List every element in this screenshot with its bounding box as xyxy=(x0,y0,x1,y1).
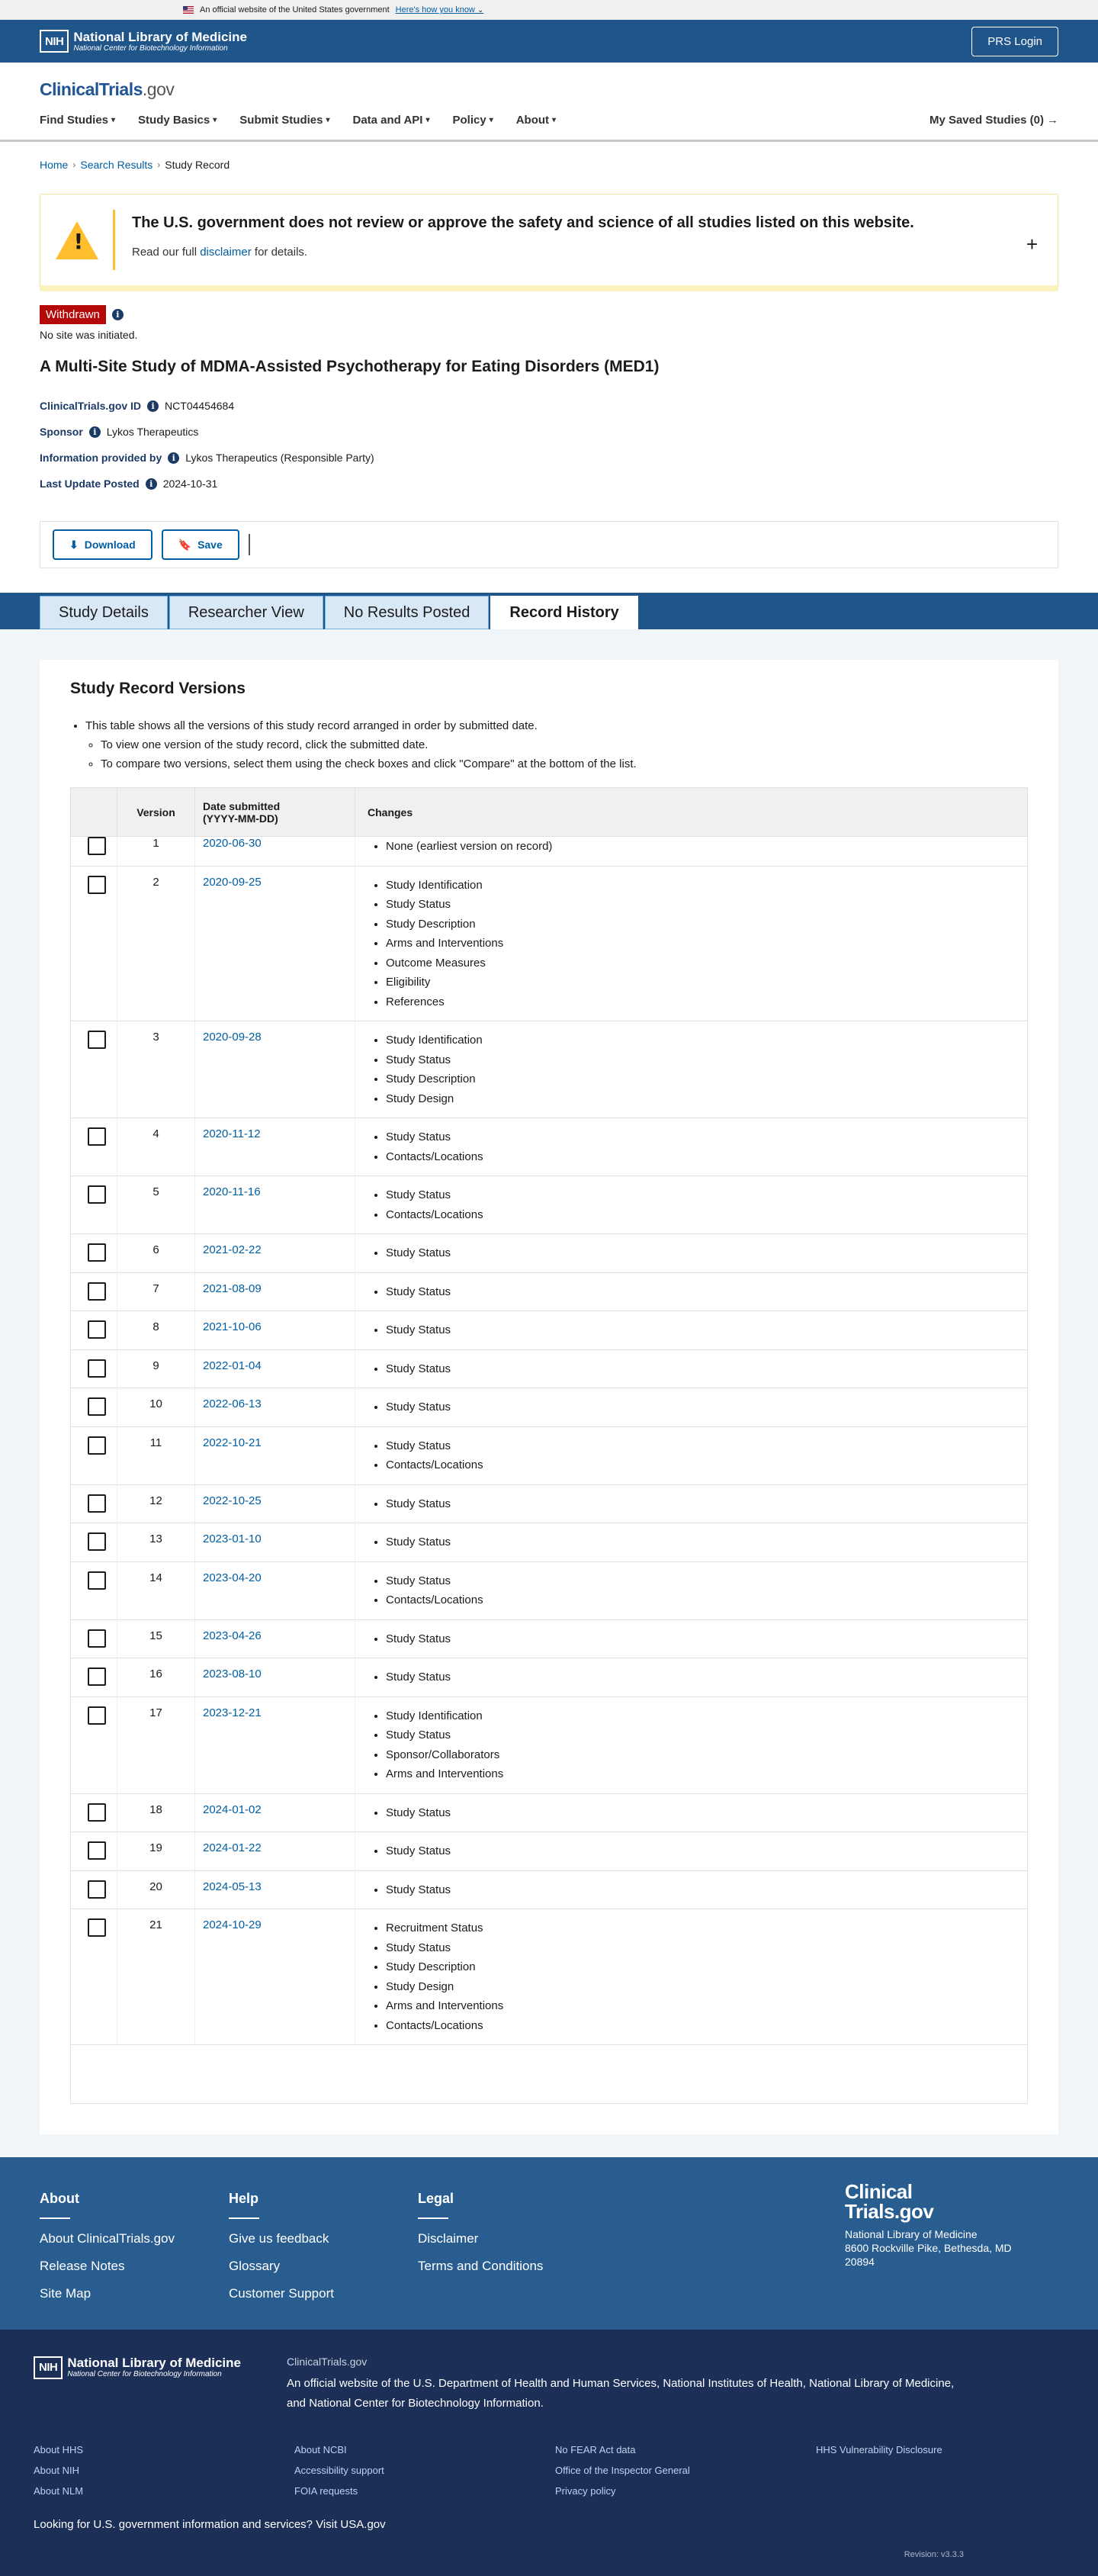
header-version: Version xyxy=(117,788,194,837)
status-badge: Withdrawn xyxy=(40,305,106,324)
change-item: • None (earliest version on record) xyxy=(386,837,1027,857)
compare-checkbox[interactable] xyxy=(88,1127,106,1146)
table-row xyxy=(71,1118,1027,1176)
version-number: 10 xyxy=(117,1388,194,1426)
compare-checkbox[interactable] xyxy=(88,1282,106,1301)
version-date-link[interactable]: 2020-09-28 xyxy=(203,1031,262,1044)
change-item: • Study Description xyxy=(386,1069,1027,1089)
version-date-link[interactable]: 2021-08-09 xyxy=(203,1282,262,1295)
revision: Revision: v3.3.3 xyxy=(904,2550,964,2559)
chevron-down-icon: ▾ xyxy=(489,116,493,124)
info-icon[interactable]: i xyxy=(168,452,179,464)
version-date-link[interactable]: 2024-01-02 xyxy=(203,1803,262,1816)
compare-checkbox[interactable] xyxy=(88,1880,106,1899)
footer-link[interactable]: Release Notes xyxy=(40,2259,125,2273)
tab-study-details[interactable]: Study Details xyxy=(40,596,168,629)
table-footer xyxy=(71,2045,1027,2103)
version-number: 12 xyxy=(117,1485,194,1523)
footer-heading: Legal xyxy=(418,2191,454,2206)
meta-label: Last Update Posted xyxy=(40,478,140,490)
change-item: • Study Description xyxy=(386,915,1027,934)
meta-value: NCT04454684 xyxy=(165,400,235,412)
footer-link[interactable]: Disclaimer xyxy=(418,2231,479,2246)
version-number: 8 xyxy=(117,1311,194,1349)
change-item: • Study Status xyxy=(386,1320,1027,1340)
chevron-right-icon: › xyxy=(157,159,161,170)
footer2-link[interactable]: HHS Vulnerability Disclosure xyxy=(816,2444,942,2455)
compare-checkbox[interactable] xyxy=(88,1918,106,1937)
footer-links-grid xyxy=(34,2444,1064,2497)
compare-checkbox[interactable] xyxy=(88,1706,106,1725)
note-item: ◦ To compare two versions, select them using the check boxes and click "Compare" at the bottom of the list. xyxy=(101,754,1028,773)
compare-checkbox[interactable] xyxy=(88,1031,106,1049)
meta-value: Lykos Therapeutics xyxy=(106,426,199,438)
version-date-link[interactable]: 2022-01-04 xyxy=(203,1359,262,1372)
version-date-link[interactable]: 2023-08-10 xyxy=(203,1667,262,1680)
footer-link[interactable]: About ClinicalTrials.gov xyxy=(40,2231,175,2246)
version-date-link[interactable]: 2024-10-29 xyxy=(203,1918,262,1931)
table-row xyxy=(71,867,1027,1022)
nlm-footer-logo[interactable]: NIH National Library of Medicine National Center for Biotechnology Information xyxy=(34,2356,241,2379)
status-note: No site was initiated. xyxy=(40,329,138,341)
versions-table xyxy=(70,787,1028,2104)
info-icon[interactable]: i xyxy=(146,478,157,490)
version-date-link[interactable]: 2021-10-06 xyxy=(203,1320,262,1333)
footer2-link[interactable]: Office of the Inspector General xyxy=(555,2465,690,2476)
version-date-link[interactable]: 2023-01-10 xyxy=(203,1532,262,1545)
info-icon[interactable]: i xyxy=(89,426,101,438)
change-item: • Study Status xyxy=(386,1725,1027,1745)
tab-no-results-posted[interactable]: No Results Posted xyxy=(325,596,490,629)
change-item: • Study Status xyxy=(386,1050,1027,1070)
expand-plus-icon[interactable]: + xyxy=(1026,233,1038,256)
info-icon[interactable]: i xyxy=(112,309,124,320)
footer2-link[interactable]: No FEAR Act data xyxy=(555,2444,636,2455)
version-date-link[interactable]: 2023-04-26 xyxy=(203,1629,262,1642)
table-row xyxy=(71,1562,1027,1620)
change-item: • Contacts/Locations xyxy=(386,1205,1027,1225)
alert-text: Read our full disclaimer for details. xyxy=(132,246,308,259)
usa-gov-line: Looking for U.S. government information and services? Visit USA.gov xyxy=(34,2518,386,2531)
table-row xyxy=(71,1871,1027,1910)
breadcrumb xyxy=(0,142,1098,188)
version-number: 1 xyxy=(117,837,194,866)
study-title: A Multi-Site Study of MDMA-Assisted Psychotherapy for Eating Disorders (MED1) xyxy=(40,358,660,375)
table-row xyxy=(71,1427,1027,1485)
compare-checkbox[interactable] xyxy=(88,1397,106,1416)
nlm-link[interactable]: National Library of Medicine xyxy=(809,2377,952,2390)
change-item: • Study Status xyxy=(386,1803,1027,1823)
chevron-down-icon: ▾ xyxy=(552,116,557,124)
table-row xyxy=(71,1620,1027,1659)
compare-checkbox[interactable] xyxy=(88,1320,106,1339)
footer-link[interactable]: Give us feedback xyxy=(229,2231,329,2246)
version-date-link[interactable]: 2021-02-22 xyxy=(203,1243,262,1256)
disclaimer-link[interactable]: disclaimer xyxy=(200,246,252,259)
bookmark-icon: 🔖 xyxy=(178,538,192,551)
gov-banner-text: An official website of the United States government xyxy=(200,5,390,14)
nav-submit-studies[interactable]: Submit Studies ▾ xyxy=(239,114,330,127)
table-row xyxy=(71,1234,1027,1273)
heres-how-link[interactable]: Here's how you know ⌄ xyxy=(395,5,484,14)
table-body xyxy=(71,837,1027,2045)
change-item: • Contacts/Locations xyxy=(386,1147,1027,1167)
download-button[interactable]: ⬇ Download xyxy=(53,529,152,560)
arrow-right-icon: → xyxy=(1047,114,1058,127)
change-item: • Eligibility xyxy=(386,973,1027,992)
divider xyxy=(249,534,250,555)
nav-study-basics[interactable]: Study Basics ▾ xyxy=(138,114,217,127)
change-item: • Study Status xyxy=(386,1532,1027,1552)
version-number: 16 xyxy=(117,1658,194,1696)
study-meta xyxy=(40,393,1058,497)
breadcrumb-search-results[interactable]: Search Results xyxy=(80,159,153,171)
disclaimer-alert xyxy=(40,194,1058,291)
ncbi-link[interactable]: National Center for Biotechnology Information xyxy=(309,2397,541,2410)
change-item: • Study Identification xyxy=(386,1031,1027,1050)
footer-link[interactable]: Terms and Conditions xyxy=(418,2259,544,2273)
usa-gov-link[interactable]: Visit USA.gov xyxy=(316,2518,386,2531)
change-item: • Study Identification xyxy=(386,876,1027,896)
table-row xyxy=(71,1658,1027,1697)
version-date-link[interactable]: 2023-04-20 xyxy=(203,1571,262,1584)
footer-heading: About xyxy=(40,2191,79,2206)
footer2-link[interactable]: About NIH xyxy=(34,2465,79,2476)
chevron-down-icon: ▾ xyxy=(111,116,116,124)
footer-link[interactable]: Site Map xyxy=(40,2286,92,2301)
footer2-link[interactable]: About HHS xyxy=(34,2444,84,2455)
version-number: 3 xyxy=(117,1021,194,1118)
nav-find-studies[interactable]: Find Studies ▾ xyxy=(40,114,116,127)
compare-checkbox[interactable] xyxy=(88,1494,106,1513)
version-date-link[interactable]: 2020-11-16 xyxy=(203,1185,261,1198)
nih-logo-mark: NIH xyxy=(40,30,69,53)
compare-checkbox[interactable] xyxy=(88,1841,106,1860)
nih-link[interactable]: National Institutes of Health xyxy=(663,2377,803,2390)
version-date-link[interactable]: 2022-10-21 xyxy=(203,1436,262,1449)
version-number: 11 xyxy=(117,1427,194,1484)
footer-logo[interactable]: Clinical Trials.gov xyxy=(845,2180,934,2223)
version-number: 4 xyxy=(117,1118,194,1175)
official-website-text: An official website of the U.S. Department of Health and Human Services, National Institutes of Health, National Library of Medicine, and National Center for Biotechnology Information. xyxy=(287,2377,955,2410)
version-date-link[interactable]: 2020-09-25 xyxy=(203,875,262,889)
version-number: 17 xyxy=(117,1697,194,1793)
version-number: 20 xyxy=(117,1871,194,1909)
tab-researcher-view[interactable]: Researcher View xyxy=(169,596,323,629)
change-item: • Study Design xyxy=(386,1089,1027,1109)
change-item: • References xyxy=(386,992,1027,1012)
change-item: • Study Status xyxy=(386,1571,1027,1591)
meta-label: Sponsor xyxy=(40,426,83,438)
breadcrumb-current: Study Record xyxy=(165,159,230,171)
site-footer xyxy=(0,2157,1098,2330)
compare-checkbox[interactable] xyxy=(88,837,106,855)
version-number: 15 xyxy=(117,1620,194,1658)
table-row xyxy=(71,1311,1027,1350)
footer-about xyxy=(40,2191,229,2330)
compare-checkbox[interactable] xyxy=(88,876,106,894)
change-item: • Study Design xyxy=(386,1977,1027,1997)
nlm-logo[interactable] xyxy=(40,30,247,53)
action-bar xyxy=(40,521,1058,568)
footer-site-name: ClinicalTrials.gov xyxy=(287,2356,368,2368)
chevron-down-icon: ▾ xyxy=(326,116,330,124)
breadcrumb-home[interactable]: Home xyxy=(40,159,69,171)
table-row xyxy=(71,1697,1027,1794)
version-number: 5 xyxy=(117,1176,194,1233)
save-button[interactable]: 🔖 Save xyxy=(162,529,239,560)
change-item: • Study Status xyxy=(386,1880,1027,1900)
version-date-link[interactable]: 2022-10-25 xyxy=(203,1494,262,1507)
table-row xyxy=(71,1909,1027,2045)
chevron-right-icon: › xyxy=(72,159,76,170)
compare-checkbox[interactable] xyxy=(88,1185,106,1204)
nlm-subtitle: National Center for Biotechnology Information xyxy=(73,43,228,53)
prs-login-button[interactable]: PRS Login xyxy=(971,27,1058,56)
change-item: • Study Status xyxy=(386,1629,1027,1649)
footer2-link[interactable]: Privacy policy xyxy=(555,2485,616,2497)
change-item: • Study Status xyxy=(386,1359,1027,1379)
version-number: 18 xyxy=(117,1794,194,1832)
version-number: 7 xyxy=(117,1273,194,1311)
nlm-footer xyxy=(0,2330,1098,2576)
us-flag-icon xyxy=(183,6,194,14)
chevron-down-icon: ⌄ xyxy=(477,6,484,14)
change-item: • Study Status xyxy=(386,1436,1027,1456)
note-item: ◦ To view one version of the study record, click the submitted date. xyxy=(101,735,1028,754)
footer2-link[interactable]: About NCBI xyxy=(294,2444,347,2455)
header-changes: Changes xyxy=(355,788,1027,837)
compare-checkbox[interactable] xyxy=(88,1571,106,1590)
meta-label: ClinicalTrials.gov ID xyxy=(40,400,142,412)
version-number: 13 xyxy=(117,1523,194,1561)
version-date-link[interactable]: 2024-01-22 xyxy=(203,1841,262,1854)
table-header xyxy=(71,788,1027,837)
change-item: • Arms and Interventions xyxy=(386,1996,1027,2016)
content-area xyxy=(0,629,1098,2157)
tab-record-history[interactable]: Record History xyxy=(490,596,637,629)
chevron-down-icon: ▾ xyxy=(425,116,430,124)
chevron-down-icon: ▾ xyxy=(213,116,217,124)
main-nav xyxy=(40,114,1058,127)
header-date: Date submitted (YYYY-MM-DD) xyxy=(194,788,355,837)
meta-value: 2024-10-31 xyxy=(162,478,218,490)
table-row xyxy=(71,1176,1027,1234)
note-item: • This table shows all the versions of this study record arranged in order by submitted date. xyxy=(85,716,1028,735)
compare-checkbox[interactable] xyxy=(88,1667,106,1686)
version-number: 14 xyxy=(117,1562,194,1619)
change-item: • Arms and Interventions xyxy=(386,934,1027,954)
compare-checkbox[interactable] xyxy=(88,1803,106,1822)
footer-link[interactable]: Customer Support xyxy=(229,2286,334,2301)
tab-bar xyxy=(0,593,1098,629)
change-item: • Study Description xyxy=(386,1957,1027,1977)
change-item: • Contacts/Locations xyxy=(386,1590,1027,1610)
site-logo[interactable]: ClinicalTrials.gov xyxy=(40,79,175,99)
table-row xyxy=(71,1794,1027,1833)
footer2-link[interactable]: FOIA requests xyxy=(294,2485,358,2497)
info-icon[interactable]: i xyxy=(147,400,159,412)
footer-help xyxy=(229,2191,418,2330)
change-item: • Outcome Measures xyxy=(386,954,1027,973)
change-item: • Study Status xyxy=(386,1667,1027,1687)
change-item: • Study Status xyxy=(386,1938,1027,1958)
table-row xyxy=(71,1273,1027,1312)
change-item: • Arms and Interventions xyxy=(386,1764,1027,1784)
version-number: 19 xyxy=(117,1832,194,1870)
study-header xyxy=(0,291,1098,497)
version-number: 2 xyxy=(117,867,194,1021)
footer-legal xyxy=(418,2191,607,2330)
footer-heading: Help xyxy=(229,2191,259,2206)
table-row xyxy=(71,1388,1027,1427)
change-item: • Study Status xyxy=(386,1282,1027,1302)
compare-checkbox[interactable] xyxy=(88,1629,106,1648)
versions-card xyxy=(40,660,1058,2134)
compare-checkbox[interactable] xyxy=(88,1359,106,1378)
version-date-link[interactable]: 2022-06-13 xyxy=(203,1397,262,1410)
footer-address: Clinical Trials.gov National Library of Medicine 8600 Rockville Pike, Bethesda, MD 20894 xyxy=(845,2180,1012,2268)
table-row xyxy=(71,1832,1027,1871)
change-item: • Study Status xyxy=(386,1494,1027,1514)
change-item: • Recruitment Status xyxy=(386,1918,1027,1938)
nlm-header xyxy=(0,20,1098,63)
alert-icon-area xyxy=(40,210,115,270)
table-row xyxy=(71,1485,1027,1524)
compare-checkbox[interactable] xyxy=(88,1436,106,1455)
gov-banner xyxy=(0,0,1098,20)
download-icon: ⬇ xyxy=(69,538,79,551)
nav-data-api[interactable]: Data and API ▾ xyxy=(352,114,430,127)
warning-icon: ! xyxy=(56,221,98,259)
footer2-link[interactable]: Accessibility support xyxy=(294,2465,384,2476)
footer-link[interactable]: Glossary xyxy=(229,2259,281,2273)
change-item: • Study Identification xyxy=(386,1706,1027,1726)
change-item: • Contacts/Locations xyxy=(386,1455,1027,1475)
table-row xyxy=(71,837,1027,867)
my-saved-studies-link[interactable]: My Saved Studies (0) → xyxy=(929,114,1058,127)
versions-notes xyxy=(70,716,1028,773)
meta-label: Information provided by xyxy=(40,452,162,464)
compare-checkbox[interactable] xyxy=(88,1532,106,1551)
version-date-link[interactable]: 2020-06-30 xyxy=(203,837,262,850)
change-item: • Study Status xyxy=(386,1185,1027,1205)
table-row xyxy=(71,1021,1027,1118)
version-number: 21 xyxy=(117,1909,194,2044)
change-item: • Study Status xyxy=(386,1243,1027,1263)
version-number: 9 xyxy=(117,1350,194,1388)
change-item: • Sponsor/Collaborators xyxy=(386,1745,1027,1765)
version-number: 6 xyxy=(117,1234,194,1272)
hhs-link[interactable]: U.S. Department of Health and Human Services xyxy=(413,2377,657,2390)
meta-value: Lykos Therapeutics (Responsible Party) xyxy=(185,452,374,464)
alert-title: The U.S. government does not review or approve the safety and science of all studies listed on this website. xyxy=(132,214,914,231)
versions-heading: Study Record Versions xyxy=(70,680,246,697)
change-item: • Study Status xyxy=(386,1127,1027,1147)
site-header xyxy=(0,63,1098,142)
compare-checkbox[interactable] xyxy=(88,1243,106,1262)
table-row xyxy=(71,1350,1027,1389)
change-item: • Study Status xyxy=(386,1397,1027,1417)
nav-about[interactable]: About ▾ xyxy=(515,114,557,127)
nlm-title: National Library of Medicine xyxy=(73,29,247,44)
table-row xyxy=(71,1523,1027,1562)
nav-policy[interactable]: Policy ▾ xyxy=(452,114,493,127)
footer2-link[interactable]: About NLM xyxy=(34,2485,84,2497)
version-date-link[interactable]: 2024-05-13 xyxy=(203,1880,262,1893)
version-date-link[interactable]: 2020-11-12 xyxy=(203,1127,261,1140)
change-item: • Study Status xyxy=(386,1841,1027,1861)
change-item: • Contacts/Locations xyxy=(386,2016,1027,2036)
change-item: • Study Status xyxy=(386,895,1027,915)
version-date-link[interactable]: 2023-12-21 xyxy=(203,1706,262,1719)
